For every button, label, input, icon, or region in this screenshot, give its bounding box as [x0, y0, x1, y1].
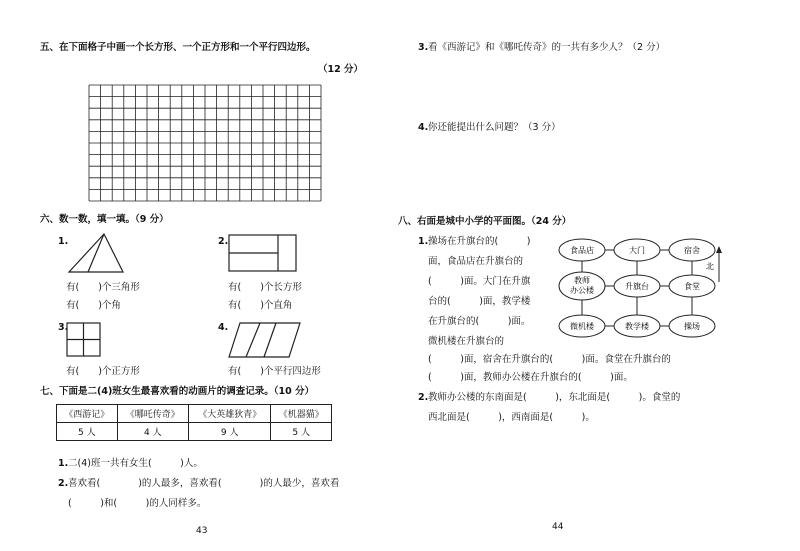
q6-item4-num: 4. [218, 322, 229, 333]
q8-p1-line1: 操场在升旗台的( ) [428, 236, 531, 247]
q5-title: 五、在下面格子中画一个长方形、一个正方形和一个平行四边形。 [40, 42, 316, 53]
north-arrow-icon [716, 246, 722, 282]
svg-text:大门: 大门 [629, 246, 645, 255]
drawing-grid[interactable] [88, 84, 324, 202]
svg-text:宿舍: 宿舍 [684, 246, 700, 255]
table-value-cell: 4 人 [117, 423, 188, 441]
table-value-cell: 5 人 [271, 423, 332, 441]
q6-item2-num: 2. [218, 236, 229, 247]
map-node-food-store [559, 239, 605, 261]
map-node-flagpole [614, 275, 660, 297]
map-node-canteen [669, 275, 715, 297]
north-label: 北 [706, 262, 714, 271]
q6-item2-line2: 有( )个直角 [228, 300, 293, 311]
q8-p1-line6: 微机楼在升旗台的 [428, 336, 505, 347]
parallelogram-figure [228, 322, 302, 358]
table-header-cell: 《大英雄狄青》 [189, 405, 271, 423]
school-map [556, 236, 726, 346]
q7-sub2-line1: 喜欢看( )的人最多，喜欢看( )的人最少，喜欢看 [68, 478, 340, 489]
q6-title: 六、数一数，填一填。（9 分） [40, 214, 169, 225]
map-node-main-gate [614, 239, 660, 261]
q4-num: 4. [418, 122, 429, 133]
svg-text:教师办公楼: 教师办公楼 [570, 276, 594, 295]
q6-item1-line1: 有( )个三角形 [66, 282, 140, 293]
q7-sub2-line2: ( )和( )的人同样多。 [68, 498, 207, 509]
q8-p1-line5: 在升旗台的( )面。 [428, 316, 531, 327]
q8-p1-line3: ( )面。大门在升旗 [428, 276, 531, 287]
q3-text: 看《西游记》和《哪吒传奇》的一共有多少人？（2 分） [428, 42, 666, 53]
rectangle-figure [228, 234, 298, 274]
q7-title: 七、下面是二(4)班女生最喜欢看的动画片的调查记录。（10 分） [40, 386, 315, 397]
svg-text:食品店: 食品店 [570, 246, 594, 255]
q7-sub1-num: 1. [58, 458, 69, 469]
q8-p1-line2: 面，食品店在升旗台的 [428, 256, 524, 267]
q6-item4-line1: 有( )个平行四边形 [228, 366, 321, 377]
q3-num: 3. [418, 42, 429, 53]
table-header-cell: 《哪吒传奇》 [117, 405, 188, 423]
q4-text: 你还能提出什么问题？（3 分） [428, 122, 561, 133]
table-value-cell: 9 人 [189, 423, 271, 441]
svg-text:教学楼: 教学楼 [625, 322, 649, 331]
q6-item3-line1: 有( )个正方形 [66, 366, 140, 377]
q6-item3-num: 3. [58, 322, 69, 333]
table-header-cell: 《西游记》 [57, 405, 118, 423]
q6-item2-line1: 有( )个长方形 [228, 282, 302, 293]
map-node-teacher-office [559, 272, 605, 300]
q7-sub2-num: 2. [58, 478, 69, 489]
q8-p2-line1: 教师办公楼的东南面是( )，东北面是( )。食堂的 [428, 392, 681, 403]
svg-text:操场: 操场 [684, 322, 700, 331]
page-number-left: 43 [196, 526, 208, 536]
q8-p1-line4: 台的( )面，教学楼 [428, 296, 531, 307]
q7-sub1-text: 二(4)班一共有女生( )人。 [68, 458, 203, 469]
map-node-dormitory [669, 239, 715, 261]
q8-p1-line8: ( )面，教师办公楼在升旗台的( )面。 [428, 372, 633, 383]
q8-title: 八、右面是城中小学的平面图。（24 分） [398, 216, 572, 227]
table-header-cell: 《机器猫》 [271, 405, 332, 423]
table-value-cell: 5 人 [57, 423, 118, 441]
svg-text:微机楼: 微机楼 [570, 322, 594, 331]
q8-p2-num: 2. [418, 392, 429, 403]
q6-item1-num: 1. [58, 236, 69, 247]
svg-text:升旗台: 升旗台 [625, 282, 649, 291]
q8-p1-line7: ( )面，宿舍在升旗台的( )面。食堂在升旗台的 [428, 354, 671, 365]
q8-p2-line2: 西北面是( )，西南面是( )。 [428, 412, 595, 423]
survey-table [56, 404, 332, 441]
svg-text:食堂: 食堂 [684, 282, 700, 291]
q8-p1-num: 1. [418, 236, 429, 247]
triangle-figure [66, 232, 126, 274]
page-number-right: 44 [552, 522, 564, 532]
map-node-computer-building [559, 315, 605, 337]
map-node-teaching-building [614, 315, 660, 337]
q6-item1-line2: 有( )个角 [66, 300, 121, 311]
q5-score: （12 分） [318, 64, 364, 75]
square-figure [66, 322, 102, 358]
map-node-playground [669, 315, 715, 337]
